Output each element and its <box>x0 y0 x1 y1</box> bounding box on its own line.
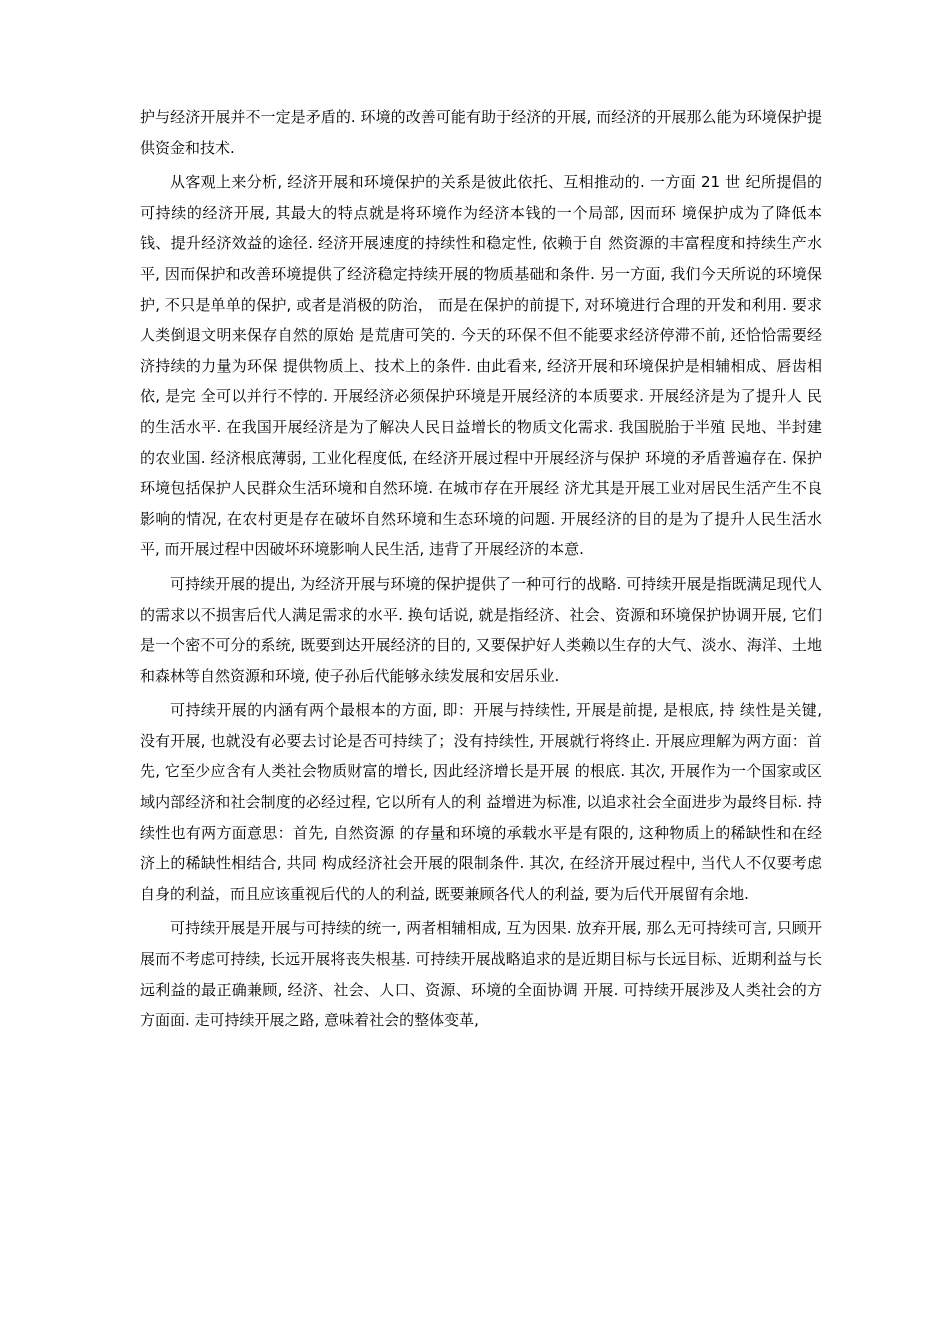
paragraph-connotation: 可持续开展的内涵有两个最根本的方面, 即：开展与持续性, 开展是前提, 是根底, 持 续性是关键, 没有开展, 也就没有必要去讨论是否可持续了；没有持续性, 开展就行将终止. 开展应理解为两方面：首先, 它至少应含有人类社会物质财富的增长, 因此经济增长是开展 的根底. 其次, 开展作为一个国家或区域内部经济和社会制度的必经过程, 它以所有人的利 益增进为标准, 以追求社会全面进步为最终目标. 持续性也有两方面意思：首先, 自然资源 的存量和环境的承载水平是有限的, 这种物质上的稀缺性和在经济上的稀缺性相结合, 共同 构成经济社会开展的限制条件. 其次, 在经济开展过程中, 当代人不仅要考虑自身的利益，而且应该重视后代的人的利益, 既要兼顾各代人的利益, 要为后代开展留有余地. <box>140 701 822 903</box>
document-body <box>140 102 822 1040</box>
paragraph-unity: 可持续开展是开展与可持续的统一, 两者相辅相成, 互为因果. 放弃开展, 那么无可持续可言, 只顾开展而不考虑可持续, 长远开展将丧失根基. 可持续开展战略追求的是近期目标与长远目标、近期利益与长远利益的最正确兼顾, 经济、社会、人口、资源、环境的全面协调 开展. 可持续开展涉及人类社会的方方面面. 走可持续开展之路, 意味着社会的整体变革, <box>140 919 822 1030</box>
paragraph-relationship: 从客观上来分析, 经济开展和环境保护的关系是彼此依托、互相推动的. 一方面 21 世 纪所提倡的可持续的经济开展, 其最大的特点就是将环境作为经济本钱的一个局部, 因而环 境保护成为了降低本钱、提升经济效益的途径. 经济开展速度的持续性和稳定性, 依赖于自 然资源的丰富程度和持续生产水平, 因而保护和改善环境提供了经济稳定持续开展的物质基础和条件. 另一方面, 我们今天所说的环境保护, 不只是单单的保护, 或者是消极的防治， 而是在保护的前提下, 对环境进行合理的开发和利用. 要求人类倒退文明来保存自然的原始 是荒唐可笑的. 今天的环保不但不能要求经济停滞不前, 还恰恰需要经济持续的力量为环保 提供物质上、技术上的条件. 由此看来, 经济开展和环境保护是相辅相成、唇齿相依, 是完 全可以并行不悖的. 开展经济必须保护环境是开展经济的本质要求. 开展经济是为了提升人 民的生活水平. 在我国开展经济是为了解决人民日益增长的物质文化需求. 我国脱胎于半殖 民地、半封建的农业国. 经济根底薄弱, 工业化程度低, 在经济开展过程中开展经济与保护 环境的矛盾普遍存在. 保护环境包括保护人民群众生活环境和自然环境. 在城市存在开展经 济尤其是开展工业对居民生活产生不良影响的情况, 在农村更是存在破坏自然环境和生态环境的问题. 开展经济的目的是为了提升人民生活水平, 而开展过程中因破坏环境影响人民生活, 违背了开展经济的本意. <box>140 173 822 559</box>
paragraph-continued: 护与经济开展并不一定是矛盾的. 环境的改善可能有助于经济的开展, 而经济的开展那么能为环境保护提供资金和技术. <box>140 108 822 157</box>
paragraph-sustainable-strategy: 可持续开展的提出, 为经济开展与环境的保护提供了一种可行的战略. 可持续开展是指既满足现代人的需求以不损害后代人满足需求的水平. 换句话说, 就是指经济、社会、资源和环境保护协调开展, 它们是一个密不可分的系统, 既要到达开展经济的目的, 又要保护好人类赖以生存的大气、淡水、海洋、土地和森林等自然资源和环境, 使子孙后代能够永续发展和安居乐业. <box>140 574 822 685</box>
